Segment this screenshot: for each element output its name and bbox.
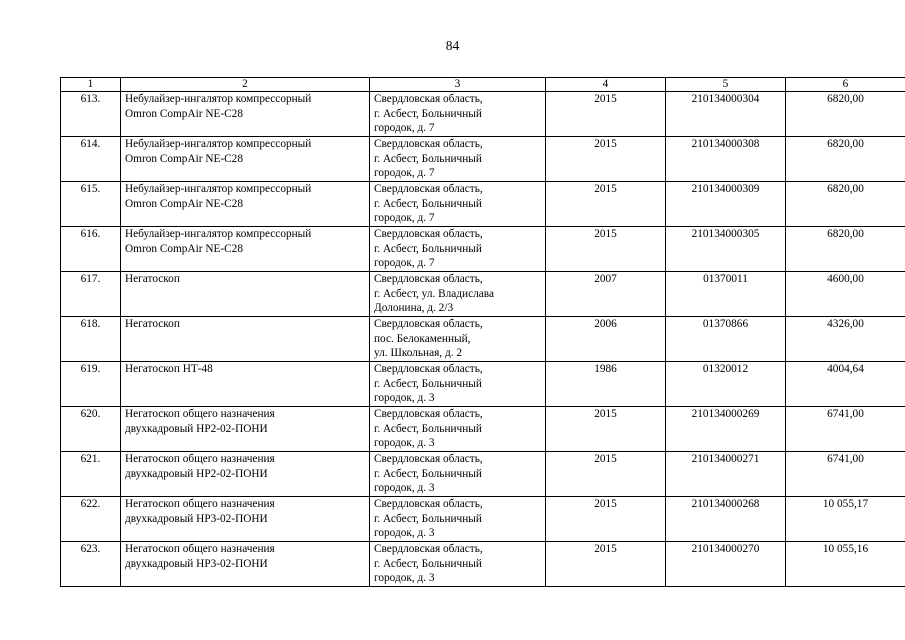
address-line: Свердловская область, [374, 93, 483, 105]
address-line: г. Асбест, Больничный [374, 422, 482, 435]
item-name-cell [121, 137, 370, 182]
address-cell [370, 452, 546, 497]
price-cell: 4004,64 [786, 362, 905, 407]
item-name-line: Небулайзер-ингалятор компрессорный [125, 138, 312, 150]
price-cell: 6741,00 [786, 452, 905, 497]
inventory-number-cell: 01320012 [666, 362, 786, 407]
row-number: 621. [61, 452, 121, 497]
item-name-line: двухкадровый НР2-02-ПОНИ [125, 422, 268, 435]
address-line: г. Асбест, Больничный [374, 242, 482, 255]
item-name-line: двухкадровый НР2-02-ПОНИ [125, 467, 268, 480]
table-row [61, 92, 905, 137]
item-name-line: Небулайзер-ингалятор компрессорный [125, 183, 312, 195]
year-cell: 2015 [546, 452, 666, 497]
item-name-line: Негатоскоп общего назначения [125, 498, 275, 510]
item-name-line: Omron CompAir NE-C28 [125, 242, 243, 255]
address-line: Свердловская область, [374, 138, 483, 150]
item-name-cell [121, 317, 370, 362]
address-line: Свердловская область, [374, 408, 483, 420]
year-cell: 2006 [546, 317, 666, 362]
table-row [61, 542, 905, 587]
inventory-number-cell: 210134000308 [666, 137, 786, 182]
row-number: 618. [61, 317, 121, 362]
table-row [61, 452, 905, 497]
row-number: 616. [61, 227, 121, 272]
item-name-cell [121, 407, 370, 452]
year-cell: 2015 [546, 137, 666, 182]
inventory-number-cell: 210134000268 [666, 497, 786, 542]
table-row [61, 272, 905, 317]
year-cell: 1986 [546, 362, 666, 407]
inventory-number-cell: 210134000270 [666, 542, 786, 587]
year-cell: 2015 [546, 92, 666, 137]
address-line: г. Асбест, Больничный [374, 377, 482, 390]
row-number: 614. [61, 137, 121, 182]
item-name-line: Негатоскоп общего назначения [125, 453, 275, 465]
address-line: Свердловская область, [374, 543, 483, 555]
item-name-line: Негатоскоп общего назначения [125, 543, 275, 555]
item-name-cell [121, 542, 370, 587]
header-col-5: 5 [666, 78, 786, 92]
row-number: 615. [61, 182, 121, 227]
header-col-4: 4 [546, 78, 666, 92]
item-name-line: Негатоскоп [125, 318, 180, 330]
row-number: 613. [61, 92, 121, 137]
row-number: 623. [61, 542, 121, 587]
price-cell: 10 055,16 [786, 542, 905, 587]
address-cell [370, 497, 546, 542]
address-line: г. Асбест, Больничный [374, 152, 482, 165]
address-line: Свердловская область, [374, 228, 483, 240]
price-cell: 6741,00 [786, 407, 905, 452]
item-name-line: Omron CompAir NE-C28 [125, 152, 243, 165]
inventory-number-cell: 210134000309 [666, 182, 786, 227]
price-cell: 4326,00 [786, 317, 905, 362]
table-body [61, 92, 905, 587]
table-row [61, 317, 905, 362]
item-name-cell [121, 452, 370, 497]
item-name-line: Omron CompAir NE-C28 [125, 107, 243, 120]
header-col-6: 6 [786, 78, 905, 92]
address-line: Свердловская область, [374, 453, 483, 465]
address-line: ул. Школьная, д. 2 [374, 347, 462, 360]
address-cell [370, 317, 546, 362]
address-line: г. Асбест, Больничный [374, 557, 482, 570]
inventory-number-cell: 01370866 [666, 317, 786, 362]
item-name-cell [121, 182, 370, 227]
table-row [61, 227, 905, 272]
address-line: г. Асбест, ул. Владислава [374, 287, 494, 300]
header-col-2: 2 [121, 78, 370, 92]
address-line: городок, д. 7 [374, 167, 435, 180]
inventory-number-cell: 01370011 [666, 272, 786, 317]
item-name-cell [121, 497, 370, 542]
address-cell [370, 272, 546, 317]
item-name-line: Небулайзер-ингалятор компрессорный [125, 228, 312, 240]
table-row [61, 137, 905, 182]
address-line: Свердловская область, [374, 363, 483, 375]
address-line: Свердловская область, [374, 498, 483, 510]
table-row [61, 497, 905, 542]
inventory-number-cell: 210134000304 [666, 92, 786, 137]
address-cell [370, 92, 546, 137]
address-line: г. Асбест, Больничный [374, 197, 482, 210]
price-cell: 6820,00 [786, 92, 905, 137]
inventory-number-cell: 210134000269 [666, 407, 786, 452]
year-cell: 2015 [546, 227, 666, 272]
price-cell: 6820,00 [786, 227, 905, 272]
address-line: городок, д. 3 [374, 572, 435, 585]
address-line: Свердловская область, [374, 183, 483, 195]
item-name-line: Негатоскоп общего назначения [125, 408, 275, 420]
address-line: г. Асбест, Больничный [374, 467, 482, 480]
address-line: Свердловская область, [374, 273, 483, 285]
year-cell: 2015 [546, 497, 666, 542]
address-cell [370, 137, 546, 182]
row-number: 619. [61, 362, 121, 407]
item-name-cell [121, 272, 370, 317]
address-line: г. Асбест, Больничный [374, 512, 482, 525]
address-cell [370, 227, 546, 272]
item-name-line: Небулайзер-ингалятор компрессорный [125, 93, 312, 105]
address-cell [370, 407, 546, 452]
year-cell: 2015 [546, 542, 666, 587]
row-number: 622. [61, 497, 121, 542]
row-number: 617. [61, 272, 121, 317]
address-line: городок, д. 3 [374, 527, 435, 540]
item-name-line: двухкадровый НР3-02-ПОНИ [125, 557, 268, 570]
item-name-cell [121, 362, 370, 407]
item-name-line: двухкадровый НР3-02-ПОНИ [125, 512, 268, 525]
table-row [61, 407, 905, 452]
row-number: 620. [61, 407, 121, 452]
item-name-line: Негатоскоп НТ-48 [125, 363, 213, 375]
address-cell [370, 362, 546, 407]
inventory-number-cell: 210134000271 [666, 452, 786, 497]
table-row [61, 362, 905, 407]
table-header [61, 78, 905, 92]
year-cell: 2015 [546, 407, 666, 452]
year-cell: 2015 [546, 182, 666, 227]
asset-register-table [60, 77, 905, 587]
item-name-line: Негатоскоп [125, 273, 180, 285]
price-cell: 6820,00 [786, 137, 905, 182]
header-col-3: 3 [370, 78, 546, 92]
item-name-cell [121, 92, 370, 137]
year-cell: 2007 [546, 272, 666, 317]
item-name-line: Omron CompAir NE-C28 [125, 197, 243, 210]
page-number: 84 [445, 38, 460, 53]
address-line: городок, д. 3 [374, 392, 435, 405]
table-row [61, 182, 905, 227]
address-line: городок, д. 7 [374, 257, 435, 270]
address-line: городок, д. 7 [374, 122, 435, 135]
address-line: городок, д. 3 [374, 482, 435, 495]
address-line: Свердловская область, [374, 318, 483, 330]
item-name-cell [121, 227, 370, 272]
address-line: г. Асбест, Больничный [374, 107, 482, 120]
address-line: Долонина, д. 2/3 [374, 302, 454, 315]
address-line: пос. Белокаменный, [374, 332, 471, 345]
address-line: городок, д. 7 [374, 212, 435, 225]
price-cell: 10 055,17 [786, 497, 905, 542]
price-cell: 4600,00 [786, 272, 905, 317]
inventory-number-cell: 210134000305 [666, 227, 786, 272]
address-line: городок, д. 3 [374, 437, 435, 450]
header-col-1: 1 [61, 78, 121, 92]
address-cell [370, 182, 546, 227]
address-cell [370, 542, 546, 587]
price-cell: 6820,00 [786, 182, 905, 227]
